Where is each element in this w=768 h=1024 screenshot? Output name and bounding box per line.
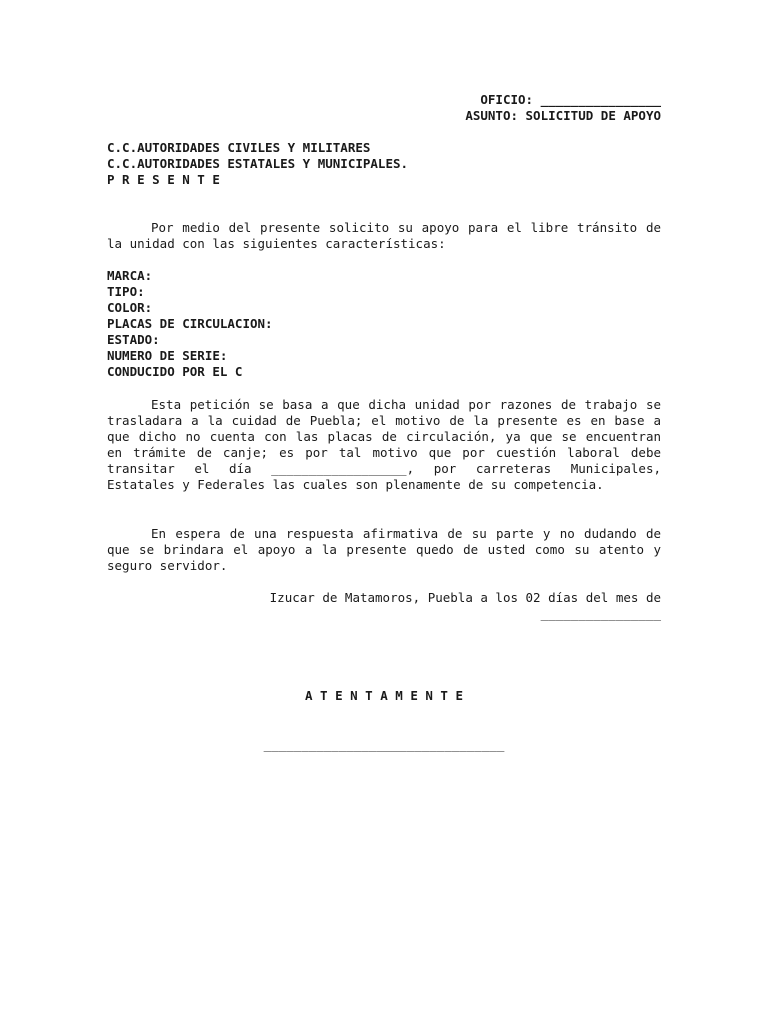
atentamente-heading: A T E N T A M E N T E xyxy=(304,688,464,703)
field-tipo: TIPO: xyxy=(107,284,145,299)
intro-paragraph: Por medio del presente solicito su apoyo para el libre tránsito de la unidad con las siguientes características: xyxy=(107,220,661,251)
place-date-line: Izucar de Matamoros, Puebla a los 02 días del mes de xyxy=(269,590,661,605)
month-blank-line: ________________ xyxy=(540,606,661,621)
recipient-line-1: C.C.AUTORIDADES CIVILES Y MILITARES xyxy=(107,140,371,155)
field-marca: MARCA: xyxy=(107,268,153,283)
recipient-line-2: C.C.AUTORIDADES ESTATALES Y MUNICIPALES. xyxy=(107,156,409,171)
presente-line: P R E S E N T E xyxy=(107,172,220,187)
field-placas: PLACAS DE CIRCULACION: xyxy=(107,316,273,331)
field-numero-serie: NUMERO DE SERIE: xyxy=(107,348,228,363)
oficio-line: OFICIO: ________________ xyxy=(480,92,661,107)
body-paragraph: Esta petición se basa a que dicha unidad por razones de trabajo se trasladara a la cuidad de Puebla; el motivo de la presente es en base a que dicho no cuenta con las placas de circulación, ya que se encuentran en trámite de canje; es por tal motivo que por cuestión laboral debe transitar el día __________________, por carreteras Municipales, Estatales y Federales las cuales son plenamente de su competencia. xyxy=(107,397,661,492)
field-estado: ESTADO: xyxy=(107,332,160,347)
asunto-line: ASUNTO: SOLICITUD DE APOYO xyxy=(465,108,661,123)
field-conducido: CONDUCIDO POR EL C xyxy=(107,364,243,379)
closing-paragraph: En espera de una respuesta afirmativa de su parte y no dudando de que se brindara el apoyo a la presente quedo de usted como su atento y seguro servidor. xyxy=(107,526,661,573)
field-color: COLOR: xyxy=(107,300,153,315)
signature-line: ________________________________ xyxy=(263,737,505,752)
